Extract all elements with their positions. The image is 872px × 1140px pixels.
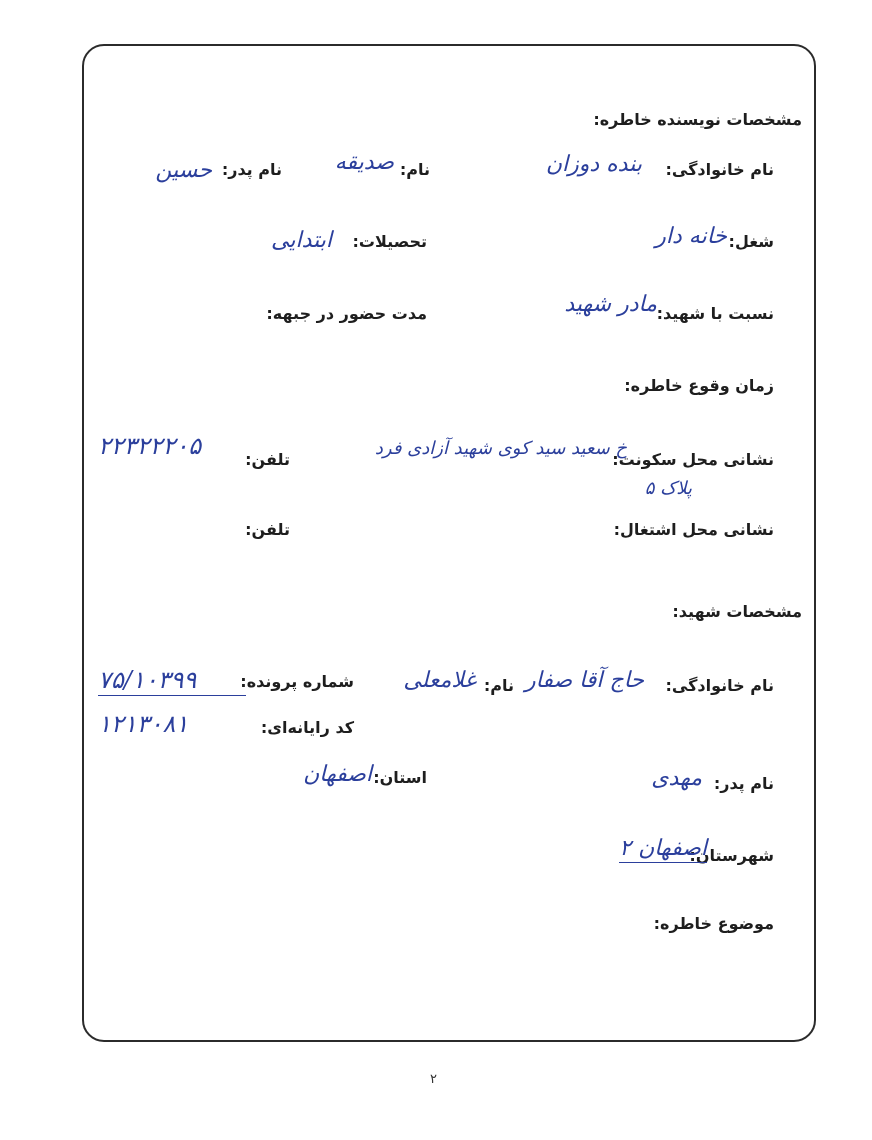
martyr-province-label: استان: <box>373 768 427 787</box>
writer-home-phone-label: تلفن: <box>245 450 290 469</box>
page-number: ۲ <box>430 1072 437 1087</box>
writer-heading: مشخصات نویسنده خاطره: <box>593 110 802 129</box>
page-border <box>82 44 816 1042</box>
writer-edu-label: تحصیلات: <box>352 232 427 251</box>
writer-family-value: بنده دوزان <box>545 152 642 177</box>
martyr-city-label: شهرستان: <box>689 846 774 865</box>
martyr-code-label: کد رایانه‌ای: <box>260 718 354 737</box>
martyr-name-value: غلامعلی <box>403 668 476 693</box>
writer-relation-value: مادر شهید <box>564 292 657 317</box>
writer-home-address-value-2: پلاک ۵ <box>644 478 692 499</box>
martyr-province-value: اصفهان <box>303 762 372 787</box>
martyr-city-value: اصفهان ۲ <box>619 836 707 861</box>
writer-name-label: نام: <box>399 160 430 179</box>
martyr-subject-label: موضوع خاطره: <box>653 914 774 933</box>
writer-job-value: خانه دار <box>655 224 727 249</box>
writer-home-address-label: نشانی محل سکونت: <box>612 450 774 469</box>
writer-relation-label: نسبت با شهید: <box>656 304 774 323</box>
writer-job-label: شغل: <box>728 232 774 251</box>
martyr-father-label: نام پدر: <box>713 774 774 793</box>
martyr-name-label: نام: <box>483 676 514 695</box>
martyr-family-value: حاج آقا صفار <box>525 668 644 693</box>
martyr-case-label: شماره پرونده: <box>240 672 354 691</box>
writer-work-address-label: نشانی محل اشتغال: <box>613 520 774 539</box>
martyr-case-value: ۷۵/۱۰۳۹۹ <box>98 666 246 696</box>
writer-work-phone-label: تلفن: <box>245 520 290 539</box>
writer-time-label: زمان وقوع خاطره: <box>624 376 774 395</box>
writer-father-value: حسین <box>155 158 212 183</box>
writer-family-label: نام خانوادگی: <box>665 160 774 179</box>
writer-home-phone-value: ۲۲۳۲۲۲۰۵ <box>98 432 202 460</box>
writer-father-label: نام پدر: <box>221 160 282 179</box>
martyr-family-label: نام خانوادگی: <box>665 676 774 695</box>
writer-home-address-value: خ سعید سید کوی شهید آزادی فرد <box>374 438 627 459</box>
martyr-code-value: ۱۲۱۳۰۸۱ <box>98 710 189 738</box>
martyr-father-value: مهدی <box>651 766 702 791</box>
writer-front-label: مدت حضور در جبهه: <box>266 304 427 323</box>
writer-edu-value: ابتدایی <box>271 228 332 253</box>
writer-name-value: صدیقه <box>334 150 394 175</box>
martyr-heading: مشخصات شهید: <box>672 602 802 621</box>
